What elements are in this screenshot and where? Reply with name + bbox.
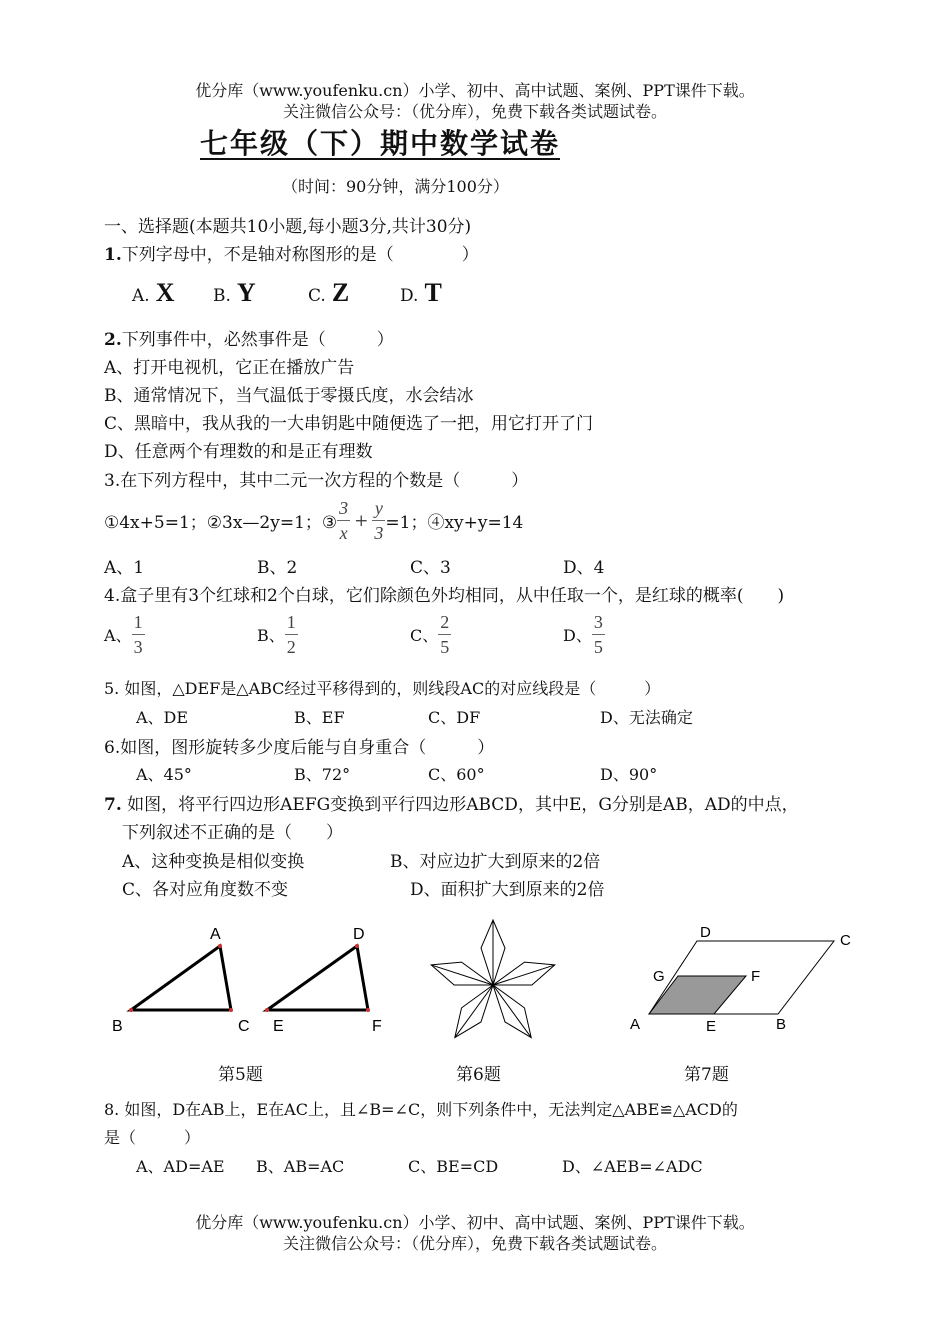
question-7-text-1: 如图，将平行四边形AEFG变换到平行四边形ABCD，其中E，G分别是AB，AD的中点， [127, 795, 799, 815]
q3-fraction-1 [337, 496, 350, 545]
q4-fraction-b [285, 610, 298, 659]
figure-7-parallelograms [630, 924, 851, 1035]
q4-option-a [104, 610, 145, 659]
q5-option-d: D、无法确定 [600, 708, 693, 727]
caption-figure-7: 第7题 [684, 1065, 729, 1085]
numerator: y [372, 496, 385, 521]
q2-option-c: C、黑暗中，我从我的一大串钥匙中随便选了一把，用它打开了门 [104, 414, 594, 434]
numerator: 2 [438, 610, 451, 635]
q1-option-d [400, 278, 442, 308]
denominator: 2 [286, 637, 296, 657]
question-6: 6.如图，图形旋转多少度后能与自身重合（ ） [104, 738, 495, 758]
q8-option-a: A、AD=AE [136, 1157, 225, 1176]
label-e: E [706, 1018, 717, 1035]
figure-5-triangle-def [265, 926, 382, 1035]
label-g: G [653, 968, 665, 985]
option-label: B. [213, 286, 231, 306]
q1-option-a [132, 278, 174, 308]
q1-option-b [213, 278, 256, 308]
q4-option-c [410, 610, 451, 659]
q3-eq-part-a: ①4x+5=1；②3x—2y=1；③ [104, 513, 338, 533]
label-b: B [112, 1018, 123, 1035]
q1-option-c [308, 278, 349, 308]
option-label: D. [400, 286, 419, 306]
q5-option-a: A、DE [136, 708, 189, 727]
q7-option-c: C、各对应角度数不变 [122, 880, 289, 900]
denominator: 5 [593, 637, 603, 657]
question-2 [104, 325, 394, 350]
q3-option-b: B、2 [257, 558, 298, 578]
question-1 [104, 240, 479, 265]
q4-option-b [257, 610, 298, 659]
question-1-number: 1. [104, 245, 122, 265]
label-a: A [210, 926, 221, 943]
denominator: 3 [133, 637, 143, 657]
q3-plus: + [354, 510, 369, 531]
option-value: Y [236, 278, 256, 307]
figures-row [100, 915, 870, 1040]
question-8-line-1: 8. 如图，D在AB上，E在AC上，且∠B=∠C，则下列条件中，无法判定△ABE≌△ACD的 [104, 1100, 738, 1119]
q2-option-b: B、通常情况下，当气温低于零摄氏度，水会结冰 [104, 386, 474, 406]
q4-fraction-d [592, 610, 605, 659]
q3-option-c: C、3 [410, 558, 451, 578]
q6-option-a: A、45° [136, 765, 192, 784]
q3-option-a: A、1 [104, 558, 145, 578]
q6-option-b: B、72° [294, 765, 351, 784]
footer-line-2: 关注微信公众号：（优分库），免费下载各类试题试卷。 [282, 1234, 667, 1253]
q6-option-c: C、60° [428, 765, 485, 784]
numerator: 1 [132, 610, 145, 635]
question-1-text: 下列字母中，不是轴对称图形的是（ ） [121, 245, 479, 265]
q7-option-d: D、面积扩大到原来的2倍 [410, 880, 605, 900]
label-e: E [273, 1018, 284, 1035]
question-5: 5. 如图，△DEF是△ABC经过平移得到的，则线段AC的对应线段是（ ） [104, 679, 661, 698]
question-4: 4.盒子里有3个红球和2个白球，它们除颜色外均相同，从中任取一个，是红球的概率( ) [104, 586, 785, 606]
label-a: A [630, 1016, 641, 1033]
q3-equations [104, 496, 523, 545]
question-2-text: 下列事件中，必然事件是（ ） [121, 330, 394, 350]
option-label: C. [308, 286, 326, 306]
q8-option-d: D、∠AEB=∠ADC [562, 1157, 703, 1176]
q2-option-a: A、打开电视机，它正在播放广告 [104, 358, 355, 378]
caption-figure-6: 第6题 [456, 1065, 501, 1085]
option-value: X [155, 278, 175, 307]
label-b: B [776, 1016, 787, 1033]
numerator: 3 [337, 496, 350, 521]
q8-option-c: C、BE=CD [408, 1157, 499, 1176]
option-label: C、 [410, 626, 439, 645]
denominator: 5 [440, 637, 450, 657]
q7-option-b: B、对应边扩大到原来的2倍 [390, 852, 601, 872]
section-heading: 一、选择题(本题共10小题,每小题3分,共计30分) [104, 217, 472, 237]
q4-fraction-c [438, 610, 451, 659]
q5-option-b: B、EF [294, 708, 345, 727]
q5-option-c: C、DF [428, 708, 481, 727]
question-7-text-2: 下列叙述不正确的是（ ） [122, 823, 343, 843]
option-label: A. [132, 286, 150, 306]
option-label: D、 [563, 626, 592, 645]
q4-option-d [563, 610, 605, 659]
q8-option-b: B、AB=AC [256, 1157, 345, 1176]
q2-option-d: D、任意两个有理数的和是正有理数 [104, 442, 373, 462]
denominator: x [339, 523, 348, 543]
label-f: F [372, 1018, 382, 1035]
question-2-number: 2. [104, 330, 122, 350]
figure-5-triangle-abc [112, 926, 250, 1035]
option-label: A、 [104, 626, 132, 645]
label-d: D [353, 926, 365, 943]
figure-6-pinwheel [427, 920, 558, 1040]
page-title: 七年级（下）期中数学试卷 [200, 127, 561, 160]
exam-subtitle: （时间：90分钟，满分100分） [282, 177, 509, 196]
header-line-2: 关注微信公众号：（优分库），免费下载各类试题试卷。 [282, 102, 667, 121]
question-3: 3.在下列方程中，其中二元一次方程的个数是（ ） [104, 471, 529, 491]
caption-figure-5: 第5题 [218, 1065, 263, 1085]
footer-line-1: 优分库（www.youfenku.cn）小学、初中、高中试题、案例、PPT课件下载。 [195, 1213, 755, 1232]
label-f: F [751, 968, 761, 985]
q3-option-d: D、4 [563, 558, 605, 578]
q4-fraction-a [132, 610, 145, 659]
option-label: B、 [257, 626, 285, 645]
option-value: Z [331, 278, 350, 307]
question-7-number: 7. [104, 795, 122, 815]
option-value: T [424, 278, 442, 307]
q3-fraction-2 [372, 496, 385, 545]
q7-option-a: A、这种变换是相似变换 [122, 852, 305, 872]
question-7 [104, 790, 799, 815]
numerator: 3 [592, 610, 605, 635]
numerator: 1 [285, 610, 298, 635]
label-d: D [700, 924, 711, 941]
label-c: C [238, 1018, 250, 1035]
header-line-1: 优分库（www.youfenku.cn）小学、初中、高中试题、案例、PPT课件下载。 [195, 81, 755, 100]
q3-eq-part-b: =1；④xy+y=14 [385, 513, 524, 533]
label-c: C [840, 932, 851, 949]
question-8-line-2: 是（ ） [104, 1128, 201, 1147]
denominator: 3 [374, 523, 384, 543]
q6-option-d: D、90° [600, 765, 658, 784]
